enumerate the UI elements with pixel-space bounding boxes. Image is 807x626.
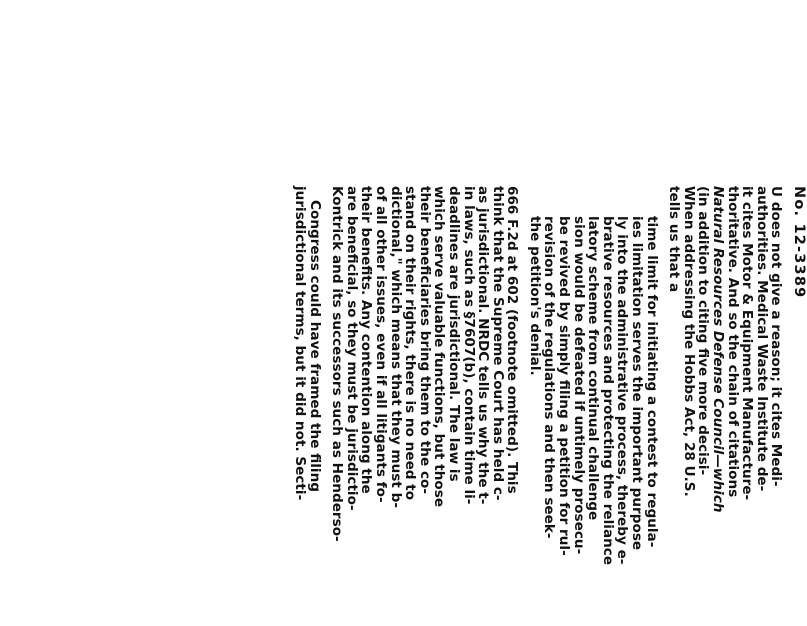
text-line: Natural Resources Defense Council—which <box>710 186 727 513</box>
text-line: think that the Supreme Court has held c- <box>489 186 506 501</box>
text-line: tells us that a <box>666 186 683 293</box>
quote-line: be revived by simply filing a petition for rul- <box>556 216 573 556</box>
quote-line: time limit for initiating a contest to regula- <box>643 216 660 548</box>
quote-line: revision of the regulations and then seek- <box>541 216 558 539</box>
text-line: authorities. Medical Waste Institute de- <box>753 186 770 492</box>
text-line: dictional," which means that they must b- <box>387 186 404 508</box>
text-line: of all other issues, even if all litigants fo- <box>372 186 389 503</box>
case-number-heading: No. 12-3389 <box>791 186 807 299</box>
text-line: When addressing the Hobbs Act, 28 U.S. <box>680 186 697 497</box>
text-line: stand on their rights, there is no need to <box>402 186 419 501</box>
rotated-document-text <box>292 186 806 626</box>
text-line: in laws, such as §7607(b), contain time li- <box>460 186 477 505</box>
text-line: their beneficiaries bring them to the co- <box>416 186 433 494</box>
text-line: which serve valuable functions, but those <box>431 186 448 508</box>
text-line: are beneficial, so they must be jurisdictio- <box>343 186 360 511</box>
text-line: their benefits. Any contention along the <box>358 186 375 494</box>
quote-line: sion would be defeated if untimely prosecu- <box>570 216 587 555</box>
text-line: (in addition to citing five more decisi- <box>695 186 712 476</box>
text-line: U does not give a reason; it cites Medi- <box>768 186 785 487</box>
quote-line: the petition's denial. <box>526 216 543 376</box>
text-line: 666 F.2d at 602 (footnote omitted). This <box>504 186 521 494</box>
text-line: Congress could have framed the filing <box>306 200 323 492</box>
text-line: jurisdictional terms, but it did not. Secti- <box>292 186 308 501</box>
text-line: it cites Motor & Equipment Manufacture- <box>739 186 756 501</box>
text-line: as jurisdictional. NRDC tells us why the t- <box>475 186 492 505</box>
text-line: Kontrick and its successors such as Henderso- <box>329 186 346 542</box>
text-line: thoritative. And so the chain of citations <box>724 186 741 498</box>
quote-line: ies limitation serves the important purpose <box>629 216 646 551</box>
text-line: deadlines are jurisdictional. The law is <box>445 186 462 482</box>
quote-line: brative resources and protecting the reliance <box>599 216 616 566</box>
quote-line: latory scheme from continual challenge <box>585 216 602 521</box>
quote-line: ly into the administrative process, thereby e- <box>614 216 631 565</box>
